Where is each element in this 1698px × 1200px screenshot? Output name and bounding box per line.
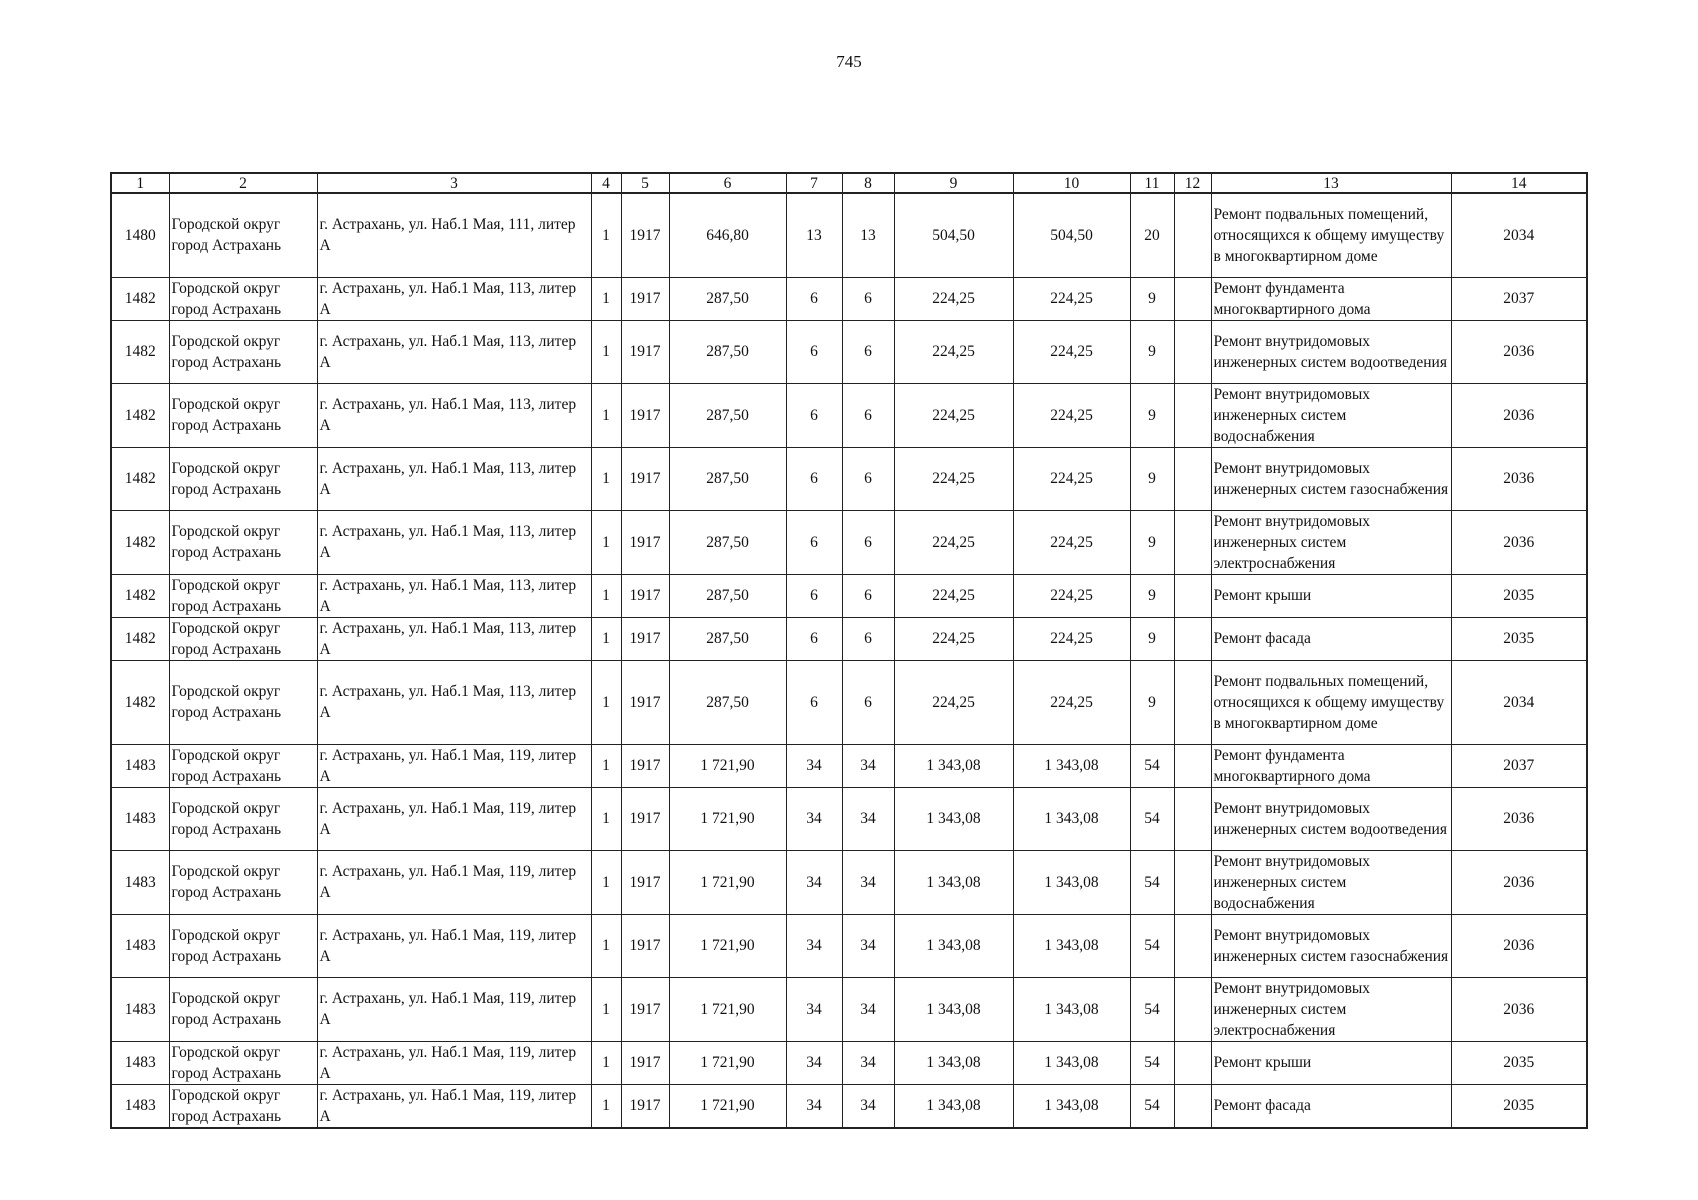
column-header: 13 (1211, 173, 1451, 193)
column-header: 4 (591, 173, 621, 193)
cell-col-8: 6 (842, 510, 894, 574)
cell-address: г. Астрахань, ул. Наб.1 Мая, 113, литер А (317, 660, 591, 744)
cell-planned-year: 2036 (1451, 447, 1587, 510)
cell-total-area: 287,50 (669, 277, 786, 320)
cell-col-8: 6 (842, 617, 894, 660)
cell-area-9: 224,25 (894, 320, 1013, 383)
cell-area-10: 224,25 (1013, 447, 1130, 510)
cell-address: г. Астрахань, ул. Наб.1 Мая, 113, литер А (317, 277, 591, 320)
cell-area-10: 224,25 (1013, 277, 1130, 320)
column-header: 6 (669, 173, 786, 193)
cell-col-7: 34 (786, 1041, 842, 1084)
cell-area-10: 224,25 (1013, 660, 1130, 744)
cell-year: 1917 (621, 850, 669, 914)
cell-col-12 (1174, 977, 1211, 1041)
cell-year: 1917 (621, 617, 669, 660)
cell-record-number: 1482 (111, 383, 169, 447)
cell-col-7: 34 (786, 977, 842, 1041)
cell-record-number: 1482 (111, 617, 169, 660)
cell-area-9: 1 343,08 (894, 1041, 1013, 1084)
cell-year: 1917 (621, 193, 669, 277)
cell-area-9: 224,25 (894, 277, 1013, 320)
table-row (111, 850, 1587, 914)
cell-col-4: 1 (591, 1084, 621, 1128)
cell-col-12 (1174, 1084, 1211, 1128)
cell-total-area: 287,50 (669, 660, 786, 744)
cell-total-area: 287,50 (669, 510, 786, 574)
cell-year: 1917 (621, 1084, 669, 1128)
cell-total-area: 287,50 (669, 383, 786, 447)
cell-col-12 (1174, 320, 1211, 383)
cell-address: г. Астрахань, ул. Наб.1 Мая, 119, литер А (317, 914, 591, 977)
cell-address: г. Астрахань, ул. Наб.1 Мая, 113, литер А (317, 574, 591, 617)
cell-col-4: 1 (591, 787, 621, 850)
cell-work-type: Ремонт внутридомовых инженерных систем электроснабжения (1211, 510, 1451, 574)
cell-col-8: 13 (842, 193, 894, 277)
cell-address: г. Астрахань, ул. Наб.1 Мая, 119, литер А (317, 850, 591, 914)
cell-area-9: 224,25 (894, 510, 1013, 574)
cell-record-number: 1483 (111, 744, 169, 787)
cell-area-10: 1 343,08 (1013, 1041, 1130, 1084)
cell-address: г. Астрахань, ул. Наб.1 Мая, 119, литер А (317, 744, 591, 787)
cell-col-12 (1174, 787, 1211, 850)
cell-col-11: 9 (1130, 660, 1174, 744)
cell-record-number: 1483 (111, 1041, 169, 1084)
cell-col-11: 9 (1130, 617, 1174, 660)
cell-year: 1917 (621, 510, 669, 574)
cell-col-12 (1174, 277, 1211, 320)
cell-planned-year: 2036 (1451, 787, 1587, 850)
cell-work-type: Ремонт фундамента многоквартирного дома (1211, 277, 1451, 320)
cell-municipality: Городской округ город Астрахань (169, 510, 317, 574)
cell-work-type: Ремонт внутридомовых инженерных систем газоснабжения (1211, 914, 1451, 977)
table-row (111, 447, 1587, 510)
cell-address: г. Астрахань, ул. Наб.1 Мая, 113, литер А (317, 447, 591, 510)
cell-planned-year: 2034 (1451, 660, 1587, 744)
cell-col-12 (1174, 447, 1211, 510)
cell-planned-year: 2035 (1451, 1041, 1587, 1084)
cell-total-area: 1 721,90 (669, 977, 786, 1041)
cell-col-11: 9 (1130, 574, 1174, 617)
cell-col-7: 6 (786, 660, 842, 744)
cell-area-9: 1 343,08 (894, 744, 1013, 787)
table-row (111, 320, 1587, 383)
cell-municipality: Городской округ город Астрахань (169, 1041, 317, 1084)
table-row (111, 193, 1587, 277)
cell-col-12 (1174, 574, 1211, 617)
cell-year: 1917 (621, 660, 669, 744)
cell-record-number: 1482 (111, 660, 169, 744)
cell-col-7: 6 (786, 510, 842, 574)
cell-municipality: Городской округ город Астрахань (169, 977, 317, 1041)
cell-planned-year: 2037 (1451, 277, 1587, 320)
cell-col-4: 1 (591, 617, 621, 660)
cell-col-8: 6 (842, 574, 894, 617)
cell-work-type: Ремонт подвальных помещений, относящихся к общему имуществу в многоквартирном доме (1211, 660, 1451, 744)
cell-year: 1917 (621, 787, 669, 850)
cell-planned-year: 2035 (1451, 1084, 1587, 1128)
cell-record-number: 1480 (111, 193, 169, 277)
cell-col-7: 6 (786, 383, 842, 447)
cell-area-10: 1 343,08 (1013, 744, 1130, 787)
cell-work-type: Ремонт внутридомовых инженерных систем водоснабжения (1211, 383, 1451, 447)
cell-col-8: 34 (842, 1041, 894, 1084)
cell-col-7: 6 (786, 617, 842, 660)
cell-work-type: Ремонт внутридомовых инженерных систем электроснабжения (1211, 977, 1451, 1041)
cell-area-10: 224,25 (1013, 510, 1130, 574)
cell-area-10: 224,25 (1013, 320, 1130, 383)
cell-municipality: Городской округ город Астрахань (169, 447, 317, 510)
cell-address: г. Астрахань, ул. Наб.1 Мая, 113, литер А (317, 383, 591, 447)
cell-total-area: 1 721,90 (669, 1041, 786, 1084)
cell-col-11: 9 (1130, 510, 1174, 574)
cell-col-11: 9 (1130, 277, 1174, 320)
cell-area-10: 224,25 (1013, 383, 1130, 447)
cell-work-type: Ремонт фундамента многоквартирного дома (1211, 744, 1451, 787)
cell-planned-year: 2036 (1451, 977, 1587, 1041)
cell-municipality: Городской округ город Астрахань (169, 914, 317, 977)
cell-municipality: Городской округ город Астрахань (169, 617, 317, 660)
cell-col-12 (1174, 744, 1211, 787)
cell-record-number: 1483 (111, 787, 169, 850)
cell-area-9: 224,25 (894, 660, 1013, 744)
cell-address: г. Астрахань, ул. Наб.1 Мая, 111, литер А (317, 193, 591, 277)
column-number-row (111, 173, 1587, 193)
cell-total-area: 646,80 (669, 193, 786, 277)
cell-record-number: 1483 (111, 850, 169, 914)
cell-col-7: 34 (786, 850, 842, 914)
cell-col-8: 34 (842, 744, 894, 787)
cell-total-area: 287,50 (669, 320, 786, 383)
cell-municipality: Городской округ город Астрахань (169, 744, 317, 787)
cell-col-8: 6 (842, 447, 894, 510)
cell-col-8: 34 (842, 787, 894, 850)
cell-col-8: 34 (842, 977, 894, 1041)
cell-area-10: 1 343,08 (1013, 977, 1130, 1041)
cell-record-number: 1483 (111, 914, 169, 977)
cell-col-12 (1174, 914, 1211, 977)
cell-col-4: 1 (591, 574, 621, 617)
cell-address: г. Астрахань, ул. Наб.1 Мая, 113, литер А (317, 510, 591, 574)
cell-record-number: 1482 (111, 320, 169, 383)
cell-municipality: Городской округ город Астрахань (169, 850, 317, 914)
table-row (111, 1041, 1587, 1084)
cell-col-8: 6 (842, 383, 894, 447)
table-row (111, 1084, 1587, 1128)
cell-col-11: 54 (1130, 850, 1174, 914)
cell-area-9: 1 343,08 (894, 977, 1013, 1041)
cell-record-number: 1482 (111, 277, 169, 320)
cell-col-12 (1174, 193, 1211, 277)
cell-area-10: 1 343,08 (1013, 1084, 1130, 1128)
cell-area-9: 224,25 (894, 574, 1013, 617)
cell-col-7: 34 (786, 914, 842, 977)
cell-work-type: Ремонт фасада (1211, 617, 1451, 660)
cell-municipality: Городской округ город Астрахань (169, 660, 317, 744)
cell-municipality: Городской округ город Астрахань (169, 277, 317, 320)
table-row (111, 914, 1587, 977)
cell-col-8: 34 (842, 914, 894, 977)
cell-col-4: 1 (591, 277, 621, 320)
cell-total-area: 287,50 (669, 617, 786, 660)
cell-record-number: 1483 (111, 1084, 169, 1128)
cell-col-4: 1 (591, 1041, 621, 1084)
cell-col-12 (1174, 660, 1211, 744)
cell-total-area: 1 721,90 (669, 744, 786, 787)
table-row (111, 744, 1587, 787)
table-row (111, 787, 1587, 850)
cell-area-10: 504,50 (1013, 193, 1130, 277)
cell-col-8: 34 (842, 1084, 894, 1128)
cell-address: г. Астрахань, ул. Наб.1 Мая, 119, литер А (317, 787, 591, 850)
cell-col-7: 6 (786, 277, 842, 320)
cell-year: 1917 (621, 277, 669, 320)
cell-area-10: 224,25 (1013, 574, 1130, 617)
cell-address: г. Астрахань, ул. Наб.1 Мая, 119, литер А (317, 1041, 591, 1084)
cell-area-9: 224,25 (894, 447, 1013, 510)
cell-col-7: 6 (786, 447, 842, 510)
cell-address: г. Астрахань, ул. Наб.1 Мая, 119, литер А (317, 977, 591, 1041)
column-header: 10 (1013, 173, 1130, 193)
cell-col-11: 9 (1130, 383, 1174, 447)
table-row (111, 617, 1587, 660)
cell-municipality: Городской округ город Астрахань (169, 193, 317, 277)
cell-planned-year: 2036 (1451, 320, 1587, 383)
cell-total-area: 287,50 (669, 447, 786, 510)
cell-total-area: 1 721,90 (669, 787, 786, 850)
column-header: 14 (1451, 173, 1587, 193)
column-header: 3 (317, 173, 591, 193)
cell-area-9: 1 343,08 (894, 850, 1013, 914)
cell-col-11: 9 (1130, 320, 1174, 383)
cell-record-number: 1483 (111, 977, 169, 1041)
cell-col-11: 54 (1130, 744, 1174, 787)
cell-col-4: 1 (591, 193, 621, 277)
cell-year: 1917 (621, 977, 669, 1041)
page-number: 745 (836, 52, 862, 71)
cell-year: 1917 (621, 574, 669, 617)
cell-year: 1917 (621, 447, 669, 510)
column-header: 9 (894, 173, 1013, 193)
table-row (111, 574, 1587, 617)
cell-planned-year: 2037 (1451, 744, 1587, 787)
cell-planned-year: 2036 (1451, 850, 1587, 914)
cell-address: г. Астрахань, ул. Наб.1 Мая, 113, литер А (317, 320, 591, 383)
cell-planned-year: 2035 (1451, 617, 1587, 660)
table-row (111, 277, 1587, 320)
column-header: 1 (111, 173, 169, 193)
table-row (111, 383, 1587, 447)
cell-col-12 (1174, 1041, 1211, 1084)
cell-col-11: 54 (1130, 787, 1174, 850)
column-header: 2 (169, 173, 317, 193)
cell-area-9: 504,50 (894, 193, 1013, 277)
cell-total-area: 287,50 (669, 574, 786, 617)
cell-area-9: 1 343,08 (894, 1084, 1013, 1128)
cell-col-11: 54 (1130, 1041, 1174, 1084)
cell-col-8: 34 (842, 850, 894, 914)
cell-planned-year: 2036 (1451, 510, 1587, 574)
cell-work-type: Ремонт внутридомовых инженерных систем водоснабжения (1211, 850, 1451, 914)
column-header: 7 (786, 173, 842, 193)
cell-col-4: 1 (591, 977, 621, 1041)
cell-col-4: 1 (591, 383, 621, 447)
cell-record-number: 1482 (111, 510, 169, 574)
column-header: 11 (1130, 173, 1174, 193)
cell-col-7: 34 (786, 1084, 842, 1128)
cell-col-4: 1 (591, 914, 621, 977)
table-body (111, 193, 1587, 1128)
cell-work-type: Ремонт подвальных помещений, относящихся к общему имуществу в многоквартирном доме (1211, 193, 1451, 277)
cell-col-8: 6 (842, 660, 894, 744)
cell-year: 1917 (621, 320, 669, 383)
cell-col-4: 1 (591, 660, 621, 744)
column-header: 5 (621, 173, 669, 193)
cell-area-9: 1 343,08 (894, 787, 1013, 850)
cell-area-10: 1 343,08 (1013, 850, 1130, 914)
cell-record-number: 1482 (111, 447, 169, 510)
table-header (111, 173, 1587, 193)
cell-col-11: 54 (1130, 1084, 1174, 1128)
cell-col-4: 1 (591, 744, 621, 787)
cell-col-12 (1174, 617, 1211, 660)
cell-year: 1917 (621, 744, 669, 787)
cell-work-type: Ремонт крыши (1211, 1041, 1451, 1084)
table-row (111, 510, 1587, 574)
cell-municipality: Городской округ город Астрахань (169, 383, 317, 447)
cell-area-9: 224,25 (894, 617, 1013, 660)
cell-total-area: 1 721,90 (669, 850, 786, 914)
cell-work-type: Ремонт внутридомовых инженерных систем водоотведения (1211, 787, 1451, 850)
cell-work-type: Ремонт внутридомовых инженерных систем водоотведения (1211, 320, 1451, 383)
cell-col-11: 20 (1130, 193, 1174, 277)
cell-col-11: 54 (1130, 914, 1174, 977)
cell-area-9: 224,25 (894, 383, 1013, 447)
cell-col-7: 34 (786, 787, 842, 850)
cell-year: 1917 (621, 914, 669, 977)
cell-municipality: Городской округ город Астрахань (169, 574, 317, 617)
cell-municipality: Городской округ город Астрахань (169, 320, 317, 383)
cell-address: г. Астрахань, ул. Наб.1 Мая, 119, литер А (317, 1084, 591, 1128)
cell-col-11: 9 (1130, 447, 1174, 510)
cell-col-12 (1174, 850, 1211, 914)
column-header: 12 (1174, 173, 1211, 193)
cell-col-7: 6 (786, 320, 842, 383)
cell-col-12 (1174, 510, 1211, 574)
table-row (111, 977, 1587, 1041)
cell-planned-year: 2036 (1451, 383, 1587, 447)
cell-col-12 (1174, 383, 1211, 447)
cell-col-8: 6 (842, 277, 894, 320)
cell-planned-year: 2036 (1451, 914, 1587, 977)
column-header: 8 (842, 173, 894, 193)
cell-total-area: 1 721,90 (669, 914, 786, 977)
cell-area-10: 1 343,08 (1013, 787, 1130, 850)
cell-address: г. Астрахань, ул. Наб.1 Мая, 113, литер А (317, 617, 591, 660)
cell-col-4: 1 (591, 850, 621, 914)
cell-year: 1917 (621, 1041, 669, 1084)
cell-area-10: 1 343,08 (1013, 914, 1130, 977)
cell-work-type: Ремонт внутридомовых инженерных систем газоснабжения (1211, 447, 1451, 510)
table-row (111, 660, 1587, 744)
cell-work-type: Ремонт крыши (1211, 574, 1451, 617)
cell-col-7: 34 (786, 744, 842, 787)
cell-record-number: 1482 (111, 574, 169, 617)
cell-area-10: 224,25 (1013, 617, 1130, 660)
cell-municipality: Городской округ город Астрахань (169, 787, 317, 850)
housing-repair-table (110, 172, 1588, 1129)
cell-col-4: 1 (591, 447, 621, 510)
cell-total-area: 1 721,90 (669, 1084, 786, 1128)
cell-work-type: Ремонт фасада (1211, 1084, 1451, 1128)
cell-col-11: 54 (1130, 977, 1174, 1041)
cell-col-8: 6 (842, 320, 894, 383)
cell-col-4: 1 (591, 510, 621, 574)
cell-planned-year: 2035 (1451, 574, 1587, 617)
cell-col-7: 13 (786, 193, 842, 277)
cell-col-4: 1 (591, 320, 621, 383)
cell-municipality: Городской округ город Астрахань (169, 1084, 317, 1128)
cell-area-9: 1 343,08 (894, 914, 1013, 977)
cell-col-7: 6 (786, 574, 842, 617)
cell-year: 1917 (621, 383, 669, 447)
cell-planned-year: 2034 (1451, 193, 1587, 277)
